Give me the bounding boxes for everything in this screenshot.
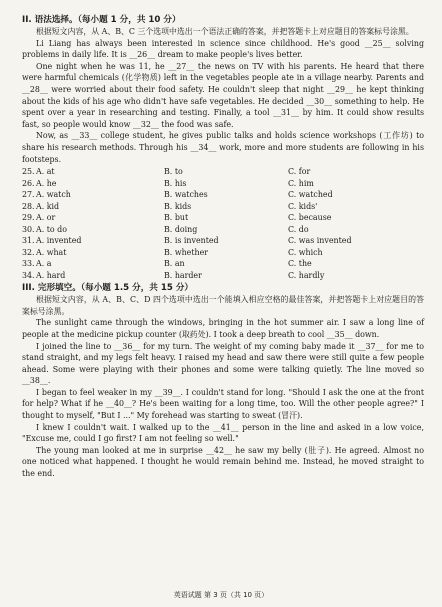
passage-paragraph: The sunlight came through the windows, bringing in the hot summer air. I saw a long line of people at the medicine pickup counter (取药处). I took a deep breath to cool __35__ down. — [22, 318, 424, 339]
passage-paragraph: I knew I couldn't wait. I walked up to the __41__ person in the line and asked in a low voice, "Excuse me, could I go first? I am not feeling so well." — [22, 422, 424, 444]
option-row — [22, 189, 424, 201]
option-a: A. watch — [36, 190, 71, 200]
option-a: A. at — [36, 167, 55, 177]
passage-paragraph: Now, as __33__ college student, he gives public talks and holds science workshops (工作坊) to share his research methods. Through his __34__ work, more and more students are following in his footsteps. — [22, 131, 424, 164]
option-row — [22, 247, 424, 259]
section-instructions: 根据短文内容，从 A、B、C、D 四个选项中选出一个能填入相应空格的最佳答案，并把答题卡上对应题目的答案标号涂黑。 — [22, 295, 424, 316]
question-number: 33. — [22, 259, 35, 269]
option-c: C. for — [288, 167, 311, 177]
option-c: C. kids' — [288, 201, 318, 211]
page-footer: 英语试题 第 3 页（共 10 页） — [173, 591, 269, 599]
passage-paragraph: Li Liang has always been interested in science since childhood. He's good __25__ solving problems in daily life. It is __26__ dream to make people's lives better. — [22, 38, 424, 60]
option-c: C. him — [288, 178, 314, 188]
option-c: C. because — [288, 213, 332, 223]
option-a: A. a — [36, 259, 52, 269]
question-number: 28. — [22, 201, 35, 211]
question-number: 32. — [22, 247, 35, 257]
option-row — [22, 201, 424, 213]
option-b: B. watches — [164, 190, 208, 200]
option-a: A. he — [36, 178, 57, 188]
option-row — [22, 178, 424, 190]
passage-paragraph: I joined the line to __36__ for my turn. The weight of my coming baby made it __37__ for me to stand straight, and my legs felt heavy. I raised my head and saw there were still quite a few people ahead. Some were playing with their phones and some were talking quietly. The line moved so __38__. — [22, 341, 424, 386]
option-b: B. his — [164, 178, 187, 188]
option-a: A. what — [36, 247, 67, 257]
option-row — [22, 224, 424, 236]
option-a: A. to do — [36, 224, 67, 234]
option-row — [22, 235, 424, 247]
option-c: C. which — [288, 247, 323, 257]
option-a: A. or — [36, 213, 56, 223]
option-row — [22, 166, 424, 178]
option-c: C. hardly — [288, 270, 325, 280]
question-number: 30. — [22, 224, 35, 234]
option-b: B. harder — [164, 270, 202, 280]
option-b: B. kids — [164, 201, 192, 211]
option-a: A. kid — [36, 201, 60, 211]
option-row — [22, 258, 424, 270]
option-c: C. do — [288, 224, 309, 234]
passage-paragraph: I began to feel weaker in my __39__. I couldn't stand for long. "Should I ask the one at the front for help? What if he __40__? He's been waiting for a long time, too. Will the other people agree?" I thought to myself, "But I ..." My forehead was starting to sweat (冒汗). — [22, 387, 424, 421]
section-instructions: 根据短文内容，从 A、B、C 三个选项中选出一个语法正确的答案，并把答题卡上对应题目的答案标号涂黑。 — [36, 27, 414, 36]
question-number: 31. — [22, 236, 35, 246]
passage-paragraph: One night when he was 11, he __27__ the news on TV with his parents. He heard that there were harmful chemicals (化学物质) left in the vegetables people ate in a village nearby. Parents and __28__ were worried about their food safety. He couldn't sleep that night __29__ he kept thinking about the kids of his age who didn't have safe vegetables. He decided __30__ something to help. He spent over a year in researching and testing. Finally, a tool __31__ by him. It could show results fast, so people would know __32__ the food was safe. — [22, 61, 424, 129]
option-b: B. whether — [164, 247, 209, 257]
option-b: B. to — [164, 167, 183, 177]
option-a: A. invented — [36, 236, 82, 246]
option-b: B. doing — [164, 224, 198, 234]
option-b: B. but — [164, 213, 189, 223]
option-b: B. an — [164, 259, 185, 269]
options-list — [22, 166, 424, 281]
option-row — [22, 212, 424, 224]
question-number: 27. — [22, 190, 35, 200]
option-row — [22, 270, 424, 282]
option-a: A. hard — [36, 270, 66, 280]
passage-paragraph: The young man looked at me in surprise __42__ he saw my belly (肚子). He agreed. Almost no one noticed what happened. I thought he would remain behind me. Instead, he moved straight to the end. — [22, 445, 424, 479]
section-title: II. 语法选择。（每小题 1 分，共 10 分） — [22, 15, 181, 25]
question-number: 29. — [22, 213, 35, 223]
question-number: 34. — [22, 270, 35, 280]
option-c: C. was invented — [288, 236, 352, 246]
option-b: B. is invented — [164, 236, 219, 246]
question-number: 25. — [22, 167, 35, 177]
option-c: C. watched — [288, 190, 333, 200]
section-title: III. 完形填空。（每小题 1.5 分，共 15 分） — [22, 283, 194, 294]
option-c: C. the — [288, 259, 312, 269]
question-number: 26. — [22, 178, 35, 188]
